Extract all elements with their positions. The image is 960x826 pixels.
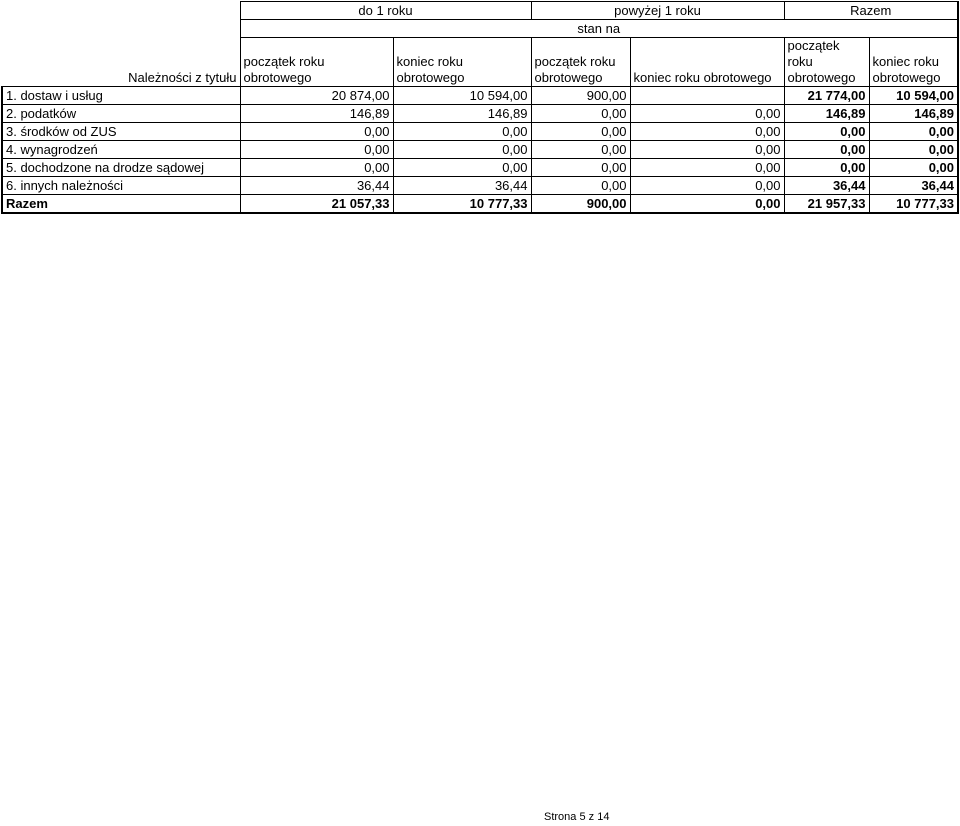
- col-header-4: koniec roku obrotowego: [630, 38, 784, 87]
- col-header-5: początek roku obrotowego: [784, 38, 869, 87]
- cell-value: 0,00: [531, 123, 630, 141]
- row-label: 1. dostaw i usług: [2, 87, 240, 105]
- group-header-do-1-roku: do 1 roku: [240, 2, 531, 20]
- table-row: [2, 159, 958, 177]
- row-label: 5. dochodzone na drodze sądowej: [2, 159, 240, 177]
- cell-value: 0,00: [784, 141, 869, 159]
- cell-value: 0,00: [531, 141, 630, 159]
- cell-value: 0,00: [240, 159, 393, 177]
- cell-value: 36,44: [869, 177, 958, 195]
- cell-value: 146,89: [393, 105, 531, 123]
- cell-value: 0,00: [630, 123, 784, 141]
- row-label: 6. innych należności: [2, 177, 240, 195]
- total-value: 0,00: [630, 195, 784, 214]
- cell-value: 0,00: [393, 141, 531, 159]
- cell-value: 0,00: [240, 123, 393, 141]
- group-header-row: [2, 2, 958, 20]
- cell-value: 0,00: [869, 123, 958, 141]
- row-label: 3. środków od ZUS: [2, 123, 240, 141]
- group-header-powyzej-1-roku: powyżej 1 roku: [531, 2, 784, 20]
- cell-value: 10 594,00: [393, 87, 531, 105]
- row-label: 2. podatków: [2, 105, 240, 123]
- cell-value: 0,00: [869, 141, 958, 159]
- cell-value: 0,00: [630, 159, 784, 177]
- cell-value: 36,44: [240, 177, 393, 195]
- table-row: [2, 87, 958, 105]
- col-header-1: początek roku obrotowego: [240, 38, 393, 87]
- cell-value: 0,00: [531, 159, 630, 177]
- col-header-3: początek roku obrotowego: [531, 38, 630, 87]
- table-row: [2, 141, 958, 159]
- total-value: 21 057,33: [240, 195, 393, 214]
- cell-value: 0,00: [630, 177, 784, 195]
- stan-na-row: [2, 20, 958, 38]
- cell-value: 146,89: [240, 105, 393, 123]
- col-header-6: koniec roku obrotowego: [869, 38, 958, 87]
- cell-value: 0,00: [630, 105, 784, 123]
- cell-value: 36,44: [784, 177, 869, 195]
- stan-na-label: stan na: [240, 20, 958, 38]
- page-number: Strona 5 z 14: [544, 811, 610, 823]
- table-row: [2, 177, 958, 195]
- group-header-razem: Razem: [784, 2, 958, 20]
- cell-value: 0,00: [240, 141, 393, 159]
- cell-value: 10 594,00: [869, 87, 958, 105]
- receivables-table: [1, 1, 959, 214]
- total-value: 10 777,33: [393, 195, 531, 214]
- cell-value: 0,00: [869, 159, 958, 177]
- cell-value: 36,44: [393, 177, 531, 195]
- cell-value: 0,00: [393, 123, 531, 141]
- cell-value: 0,00: [784, 123, 869, 141]
- row-label: 4. wynagrodzeń: [2, 141, 240, 159]
- cell-value: [630, 87, 784, 105]
- total-value: 10 777,33: [869, 195, 958, 214]
- total-value: 21 957,33: [784, 195, 869, 214]
- cell-value: 146,89: [784, 105, 869, 123]
- cell-value: 900,00: [531, 87, 630, 105]
- cell-value: 146,89: [869, 105, 958, 123]
- total-row: [2, 195, 958, 214]
- cell-value: 0,00: [784, 159, 869, 177]
- total-label: Razem: [2, 195, 240, 214]
- table-row: [2, 123, 958, 141]
- row-header-label: Należności z tytułu: [2, 38, 240, 87]
- cell-value: 21 774,00: [784, 87, 869, 105]
- cell-value: 0,00: [630, 141, 784, 159]
- total-value: 900,00: [531, 195, 630, 214]
- column-header-row: [2, 38, 958, 87]
- cell-value: 0,00: [531, 177, 630, 195]
- table-row: [2, 105, 958, 123]
- cell-value: 20 874,00: [240, 87, 393, 105]
- cell-value: 0,00: [393, 159, 531, 177]
- col-header-2: koniec roku obrotowego: [393, 38, 531, 87]
- cell-value: 0,00: [531, 105, 630, 123]
